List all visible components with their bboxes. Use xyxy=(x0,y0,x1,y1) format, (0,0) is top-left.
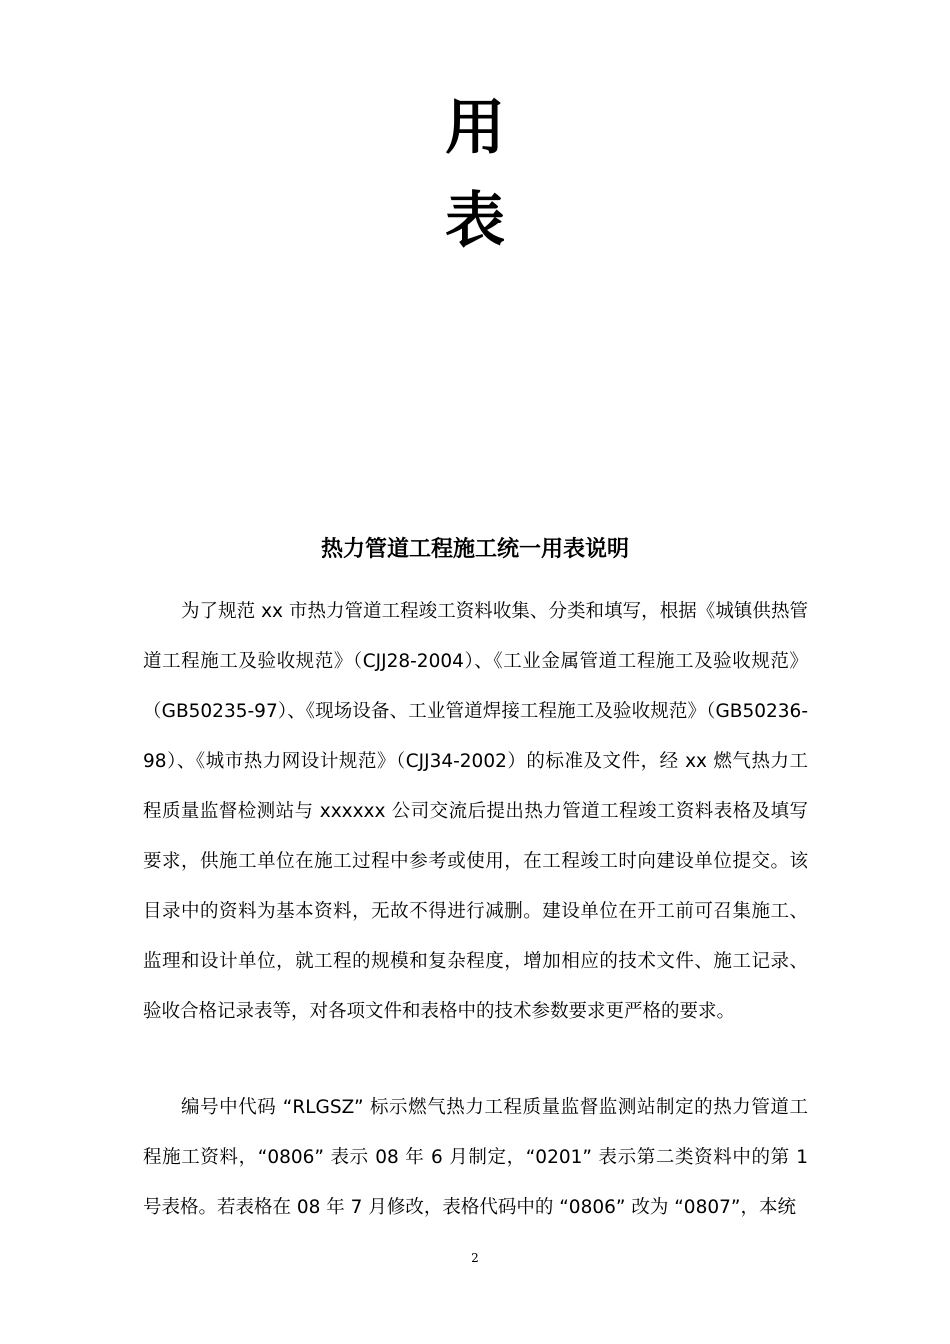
body-paragraph-2: 编号中代码 “RLGSZ” 标示燃气热力工程质量监督监测站制定的热力管道工程施工资料，“0806” 表示 08 年 6 月制定，“0201” 表示第二类资料中的第 1 号表格。若表格在 08 年 7 月修改，表格代码中的 “0806” 改为 “0807”，本统 xyxy=(143,1097,808,1218)
cover-heading-char-2: 表 xyxy=(445,186,505,256)
body-paragraph-1: 为了规范 xx 市热力管道工程竣工资料收集、分类和填写，根据《城镇供热管道工程施工及验收规范》（CJJ28-2004）、《工业金属管道工程施工及验收规范》（GB50235-97）、《现场设备、工业管道焊接工程施工及验收规范》（GB50236-98）、《城市热力网设计规范》（CJJ34-2002）的标准及文件，经 xx 燃气热力工程质量监督检测站与 xxxxxx 公司交流后提出热力管道工程竣工资料表格及填写要求，供施工单位在施工过程中参考或使用，在工程竣工时向建设单位提交。该目录中的资料为基本资料，无故不得进行减删。建设单位在开工前可召集施工、监理和设计单位，就工程的规模和复杂程度，增加相应的技术文件、施工记录、验收合格记录表等，对各项文件和表格中的技术参数要求更严格的要求。 xyxy=(143,601,808,1022)
page-number: 2 xyxy=(471,1251,479,1265)
document-title: 热力管道工程施工统一用表说明 xyxy=(320,537,629,562)
cover-heading-char-1: 用 xyxy=(445,93,505,163)
